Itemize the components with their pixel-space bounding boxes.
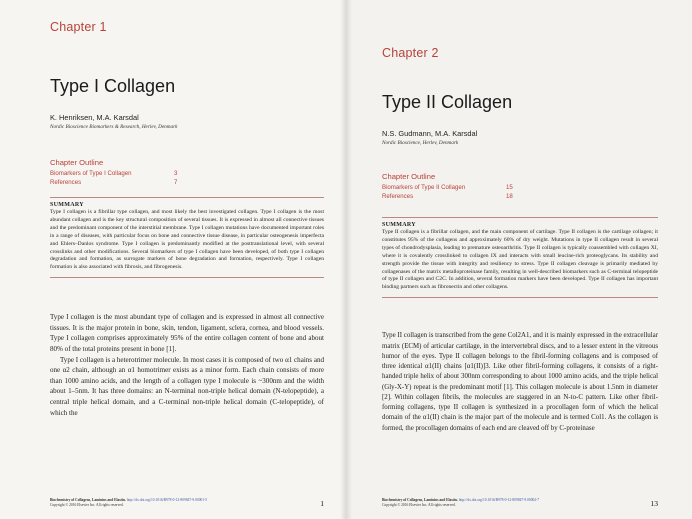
outline-item-page: 7 — [174, 179, 178, 186]
outline-item[interactable] — [50, 178, 324, 187]
page-number: 13 — [650, 499, 658, 508]
body-paragraph: Type I collagen is the most abundant type of collagen and is expressed in almost all connective tissues. It is the major protein in bone, skin, tendon, ligament, sclera, cornea, and blood vessels. Type I collagen comprises approximately 95% of the entire collagen content of bone and about 80% of the total proteins present in bone [1]. — [50, 313, 324, 354]
footer-doi-link[interactable]: http://dx.doi.org/10.1016/B978-0-12-809847-9.00002-7 — [458, 498, 540, 502]
body-paragraph: Type I collagen is a heterotrimer molecule. In most cases it is composed of two α1 chains and one α2 chain, although an α1 homotrimer exists as a minor form. Each chain consists of more than 1000 amino acids, and the length of a collagen type I molecule is ~300nm and the width about 1–5nm. It has three domains: an N-terminal non-triple helical domain (N-telopeptide), a central triple helical domain, and a C-terminal non-triple helical domain (C-telopeptide), of which the — [50, 355, 324, 417]
footer-citation — [382, 498, 539, 508]
chapter-label: Chapter 1 — [50, 20, 107, 34]
outline-item-label[interactable]: Biomarkers of Type I Collagen — [50, 170, 132, 177]
outline-item[interactable] — [50, 169, 324, 178]
summary-text: Type I collagen is a fibrillar type collagen, and most likely the best investigated collagen. Type I collagen is the most abundant collagen and is the key structural composition of several tissues. It is expressed in almost all connective tissues and the predominant component of the interstitial membrane. Type I collagen mutations have documented important roles in a range of diseases, with particular focus on bone and connective tissue disease, in particular osteogenesis imperfecta and Ehlers–Danlos syndrome. Type I collagen is predominantly modified at the posttranslational level, with several crosslinks and other modifications. Several biomarkers of type I collagen have been developed, of both type I collagen degradation and formation, as surrogate markers of bone degradation and formation, respectively. Type I collagen formation is also associated with fibrosis, and fibrogenesis. — [50, 209, 324, 271]
chapter-outline — [50, 158, 324, 187]
chapter-outline — [382, 172, 658, 201]
summary-box — [382, 217, 658, 298]
summary-text: Type II collagen is a fibrillar collagen, and the main component of cartilage. Type II collagen is the cartilage collagen; it constitutes 95% of the collagens and approximately 60% of dry weight. Mutations in type II collagen result in several types of chondrodysplasia, leading to premature osteoarthritis. Type II collagen is typically coassembled with collagen XI, where it is covalently crosslinked to collagen IX and interacts with small leucine-rich proteoglycans. Its stability and strength provide the tissue with integrity and resiliency to stress. Type II collagen cleavage is primarily mediated by collagenases of the matrix metalloproteinase family, resulting in well-described biomarkers such as C-terminal telopeptide of type II collagen and C2C. In addition, several formation markers have been developed. Type II collagen has important binding partners such as fibronectin and other collagens. — [382, 229, 658, 291]
page-number: 1 — [320, 499, 324, 508]
page-footer — [382, 498, 658, 508]
outline-heading: Chapter Outline — [382, 172, 436, 181]
outline-item-label[interactable]: References — [50, 179, 82, 186]
body-text — [382, 331, 658, 434]
summary-heading: SUMMARY — [382, 222, 416, 228]
footer-copyright: Copyright © 2016 Elsevier Inc. All rights reserved. — [382, 503, 456, 507]
footer-doi-link[interactable]: http://dx.doi.org/10.1016/B978-0-12-809847-9.00001-5 — [126, 498, 208, 502]
page-right — [346, 0, 692, 519]
outline-item-page: 15 — [506, 184, 513, 191]
outline-heading: Chapter Outline — [50, 158, 104, 167]
summary-heading: SUMMARY — [50, 202, 84, 208]
footer-citation — [50, 498, 207, 508]
footer-copyright: Copyright © 2016 Elsevier Inc. All rights reserved. — [50, 503, 124, 507]
summary-box — [50, 197, 324, 278]
chapter-title: Type II Collagen — [382, 92, 513, 112]
footer-source: Biochemistry of Collagens, Laminins and Elastin. — [50, 498, 126, 502]
outline-item[interactable] — [382, 192, 658, 201]
outline-item-page: 3 — [174, 170, 178, 177]
authors: K. Henriksen, M.A. Karsdal — [50, 113, 139, 122]
book-gutter — [340, 0, 352, 519]
outline-item-label[interactable]: Biomarkers of Type II Collagen — [382, 184, 466, 191]
outline-item-label[interactable]: References — [382, 193, 414, 200]
outline-item[interactable] — [382, 183, 658, 192]
footer-source: Biochemistry of Collagens, Laminins and Elastin. — [382, 498, 458, 502]
chapter-label: Chapter 2 — [382, 46, 439, 60]
body-text — [50, 312, 324, 418]
chapter-title: Type I Collagen — [50, 76, 176, 96]
page-footer — [50, 498, 324, 508]
affiliation: Nordic Bioscience Biomarkers & Research, Herlev, Denmark — [50, 124, 178, 130]
body-paragraph: Type II collagen is transcribed from the gene Col2A1, and it is mainly expressed in the extracellular matrix (ECM) of articular cartilage, in the intervertebral discs, and to a lesser extent in the vitreous humor of the eyes. Type II collagen belongs to the fibril-forming collagens and is composed of three identical α1(II) chains [α1(II)]3. Like other fibril-forming collagens, it consists of a right-handed triple helix of about 300nm corresponding to about 1000 amino acids, and the triple helical (Gly-X-Y) repeat is the predominant motif [1]. This collagen molecule is about 1.5nm in diameter [2]. Within collagen fibrils, the molecules are staggered in an N-to-C pattern. Like other fibril-forming collagens, type II collagen is synthesized in a procollagen form of which the helical domain of the α1(II) chain is the major part of the molecule and is termed Col1. As the collagen is formed, the procollagen domains of each end are cleaved off by C-proteinase — [382, 332, 658, 432]
affiliation: Nordic Bioscience, Herlev, Denmark — [382, 140, 459, 146]
outline-item-page: 18 — [506, 193, 513, 200]
authors: N.S. Gudmann, M.A. Karsdal — [382, 129, 478, 138]
